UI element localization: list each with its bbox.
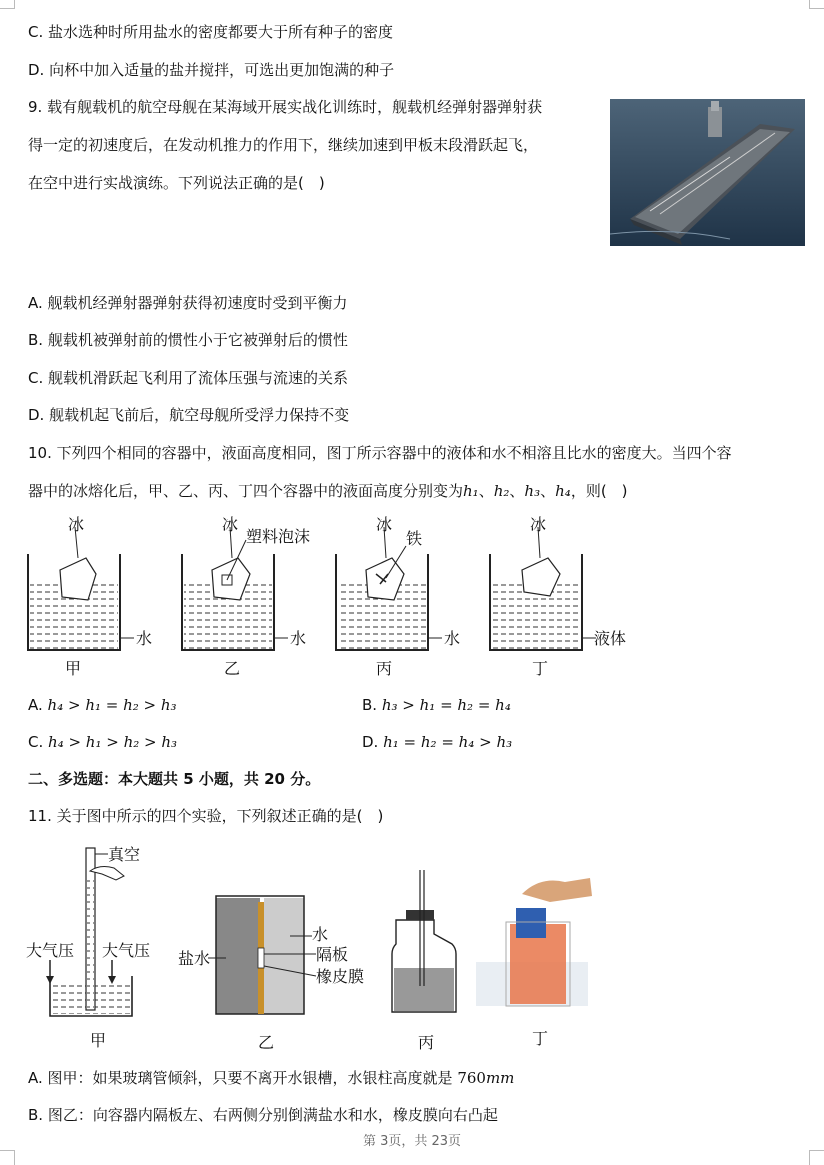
q9-option-c: C. 舰载机滑跃起飞利用了流体压强与流速的关系 xyxy=(28,369,349,387)
atm-left-label: 大气压 xyxy=(26,941,75,960)
vacuum-label: 真空 xyxy=(108,845,141,864)
ice-label-3: 冰 xyxy=(376,515,393,534)
torricelli-experiment xyxy=(26,845,150,1050)
sep-2: 、 xyxy=(509,482,525,500)
container-yi xyxy=(182,515,310,678)
beaker-photo xyxy=(476,878,592,1048)
container-jia xyxy=(28,515,152,678)
fig11-name-bing: 丙 xyxy=(418,1033,435,1052)
q9-stem-line2: 得一定的初速度后，在发动机推力的作用下，继续加速到甲板末段滑跃起飞， xyxy=(28,136,539,154)
q10-option-d xyxy=(362,732,512,752)
foam-label: 塑料泡沫 xyxy=(246,527,311,546)
ice-label-2: 冰 xyxy=(222,515,239,534)
q11-option-a-value: 760 xyxy=(457,1069,486,1087)
q10-option-c xyxy=(28,732,177,752)
q10-option-c-label: C. xyxy=(28,733,44,751)
section-score: 20 xyxy=(264,770,285,788)
q9-stem-line3: 在空中进行实战演练。下列说法正确的是( ) xyxy=(28,174,325,192)
q8-option-d: D. 向杯中加入适量的盐并搅拌，可选出更加饱满的种子 xyxy=(28,61,395,79)
fig11-name-yi: 乙 xyxy=(258,1033,275,1052)
container-bing xyxy=(336,515,460,678)
fig11-name-ding: 丁 xyxy=(532,1029,549,1048)
q10-containers-figure xyxy=(20,512,660,680)
q11-stem: 11. 关于图中所示的四个实验，下列叙述正确的是( ) xyxy=(28,807,384,825)
h1-var: h₁ xyxy=(463,482,479,500)
q9-stem-line1: 9. 载有舰载机的航空母舰在某海域开展实战化训练时，舰载机经弹射器弹射获 xyxy=(28,98,543,116)
partition-experiment xyxy=(178,896,364,1052)
q10-option-c-expr: h₄ > h₁ > h₂ > h₃ xyxy=(48,733,178,751)
aircraft-carrier-photo xyxy=(610,99,805,246)
q10-option-d-label: D. xyxy=(362,733,379,751)
ice-label-1: 冰 xyxy=(68,515,85,534)
h3-var: h₃ xyxy=(524,482,541,500)
section-count: 5 xyxy=(183,770,194,788)
water-label-fig11: 水 xyxy=(312,925,329,944)
q11-option-a xyxy=(28,1068,514,1088)
section-prefix: 二、多选题：本大题共 xyxy=(28,770,184,788)
q11-option-b: B. 图乙：向容器内隔板左、右两侧分别倒满盐水和水，橡皮膜向右凸起 xyxy=(28,1106,498,1124)
container-name-bing: 丙 xyxy=(376,659,393,678)
q9-option-a: A. 舰载机经弹射器弹射获得初速度时受到平衡力 xyxy=(28,294,348,312)
q11-option-a-unit: mm xyxy=(485,1069,515,1087)
water-label-3: 水 xyxy=(444,629,461,648)
q9-option-d: D. 舰载机起飞前后，航空母舰所受浮力保持不变 xyxy=(28,406,350,424)
container-name-yi: 乙 xyxy=(224,659,241,678)
corner-mark-tl xyxy=(0,0,15,9)
q11-experiments-figure xyxy=(20,836,600,1056)
q10-option-a-expr: h₄ > h₁ = h₂ > h₃ xyxy=(47,696,177,714)
section-header xyxy=(28,769,320,789)
q10-option-b xyxy=(362,695,511,715)
corner-mark-tr xyxy=(809,0,824,9)
corner-mark-br xyxy=(809,1150,824,1165)
water-label-1: 水 xyxy=(136,629,153,648)
membrane-label: 橡皮膜 xyxy=(316,967,365,986)
q10-option-b-label: B. xyxy=(362,696,378,714)
q10-stem-line2 xyxy=(28,481,628,501)
section-mid: 小题，共 xyxy=(193,770,265,788)
h4-var: h₄ xyxy=(555,482,571,500)
q10-option-b-expr: h₃ > h₁ = h₂ = h₄ xyxy=(381,696,511,714)
sep-1: 、 xyxy=(478,482,494,500)
q11-option-a-text: A. 图甲：如果玻璃管倾斜，只要不离开水银槽，水银柱高度就是 xyxy=(28,1069,458,1087)
q10-stem-text: 器中的冰熔化后，甲、乙、丙、丁四个容器中的液面高度分别变为 xyxy=(28,482,464,500)
corner-mark-bl xyxy=(0,1150,15,1165)
q8-option-c: C. 盐水选种时所用盐水的密度都要大于所有种子的密度 xyxy=(28,23,394,41)
q10-stem-line1: 10. 下列四个相同的容器中，液面高度相同，图丁所示容器中的液体和水不相溶且比水的密度大。当四个容 xyxy=(28,444,732,462)
partition-label: 隔板 xyxy=(316,945,349,964)
section-suffix: 分。 xyxy=(285,770,321,788)
q10-option-a-label: A. xyxy=(28,696,43,714)
q10-option-d-expr: h₁ = h₂ = h₄ > h₃ xyxy=(383,733,513,751)
bottle-experiment xyxy=(392,870,456,1052)
iron-label: 铁 xyxy=(406,529,423,548)
fig11-name-jia: 甲 xyxy=(90,1031,107,1050)
liquid-label: 液体 xyxy=(594,629,627,648)
saltwater-label: 盐水 xyxy=(178,949,211,968)
h2-var: h₂ xyxy=(493,482,510,500)
q10-stem-end: ，则( ) xyxy=(570,482,628,500)
atm-right-label: 大气压 xyxy=(102,941,151,960)
page-footer: 第 3页，共 23页 xyxy=(362,1134,462,1149)
ice-label-4: 冰 xyxy=(530,515,547,534)
sep-3: 、 xyxy=(540,482,556,500)
container-name-jia: 甲 xyxy=(65,659,82,678)
q10-option-a xyxy=(28,695,177,715)
q9-option-b: B. 舰载机被弹射前的惯性小于它被弹射后的惯性 xyxy=(28,331,348,349)
water-label-2: 水 xyxy=(290,629,307,648)
container-name-ding: 丁 xyxy=(532,659,549,678)
container-ding xyxy=(490,515,626,678)
